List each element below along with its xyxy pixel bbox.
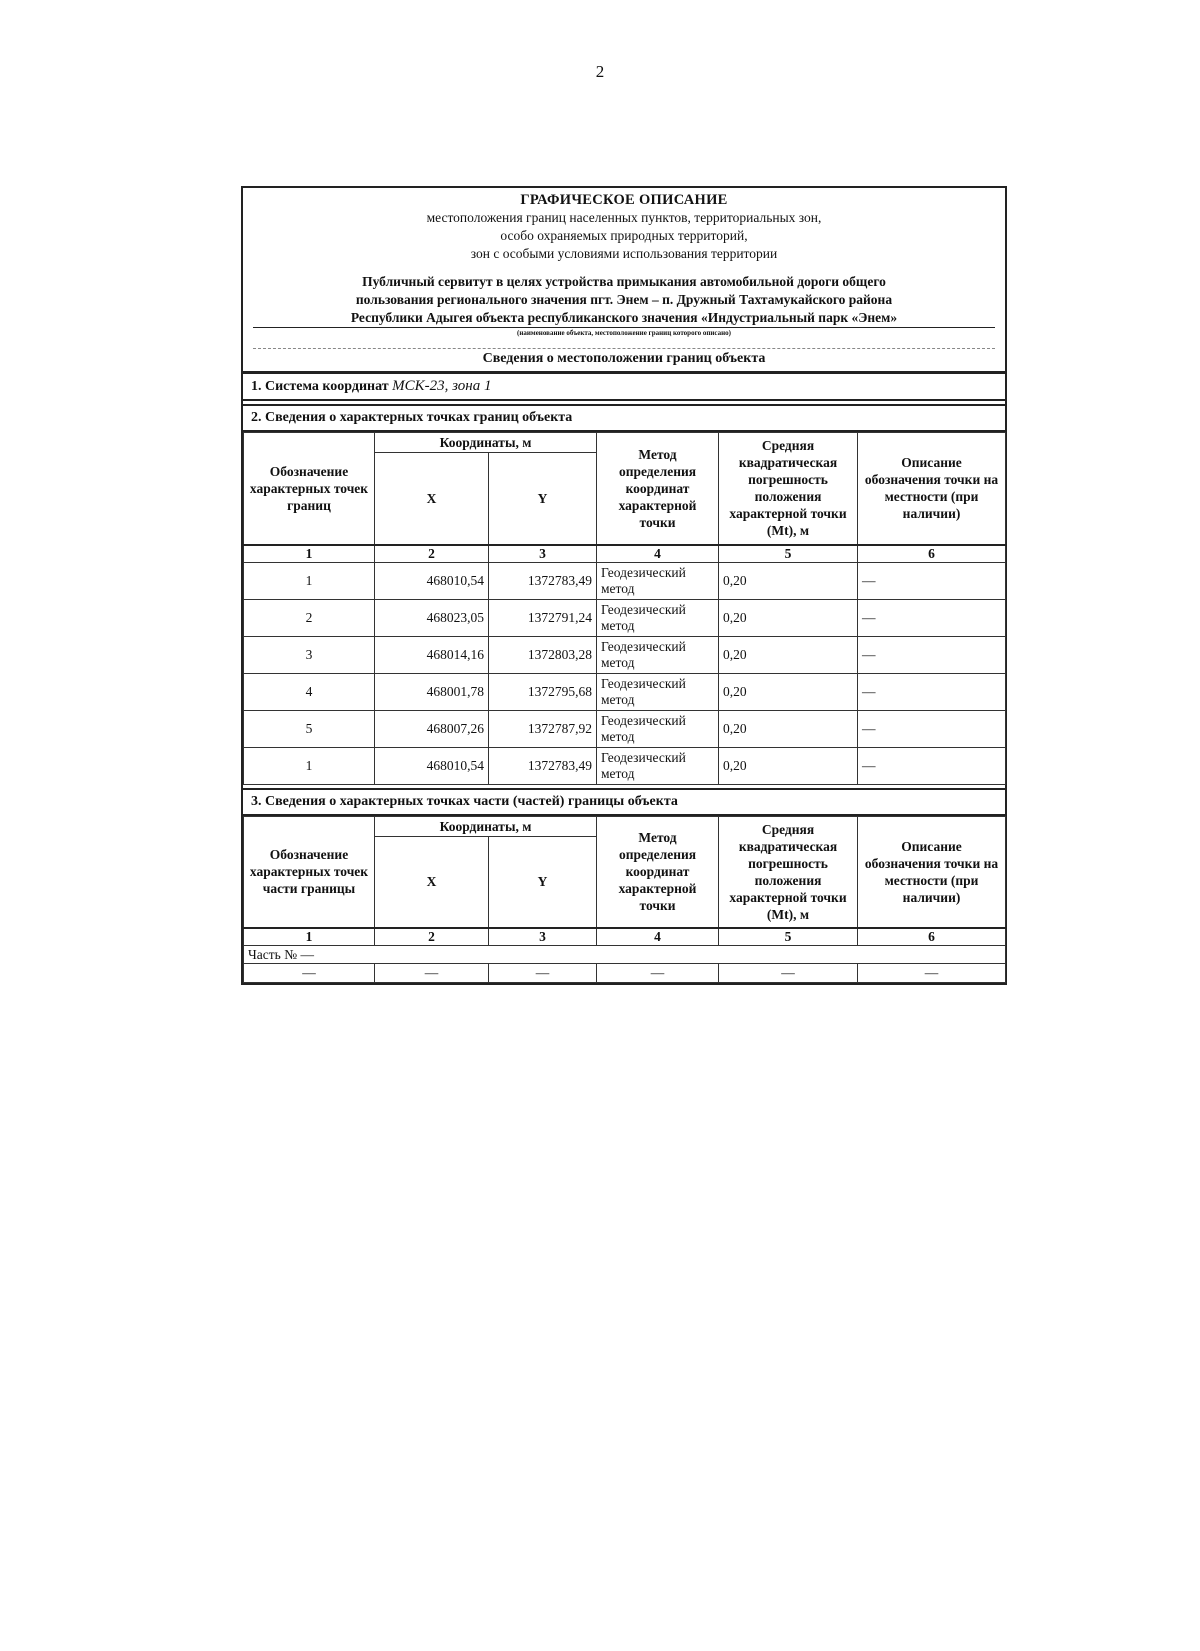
col-number: 5 <box>719 545 858 563</box>
part-points-table <box>243 816 1006 984</box>
object-name <box>253 273 995 328</box>
point-id: 1 <box>244 562 375 599</box>
coordinate-system-value: МСК-23, зона 1 <box>392 378 492 394</box>
coord-y: 1372791,24 <box>489 599 597 636</box>
section-boundary-points-title <box>243 404 1005 432</box>
col-x: X <box>375 453 489 545</box>
col-number: 3 <box>489 928 597 946</box>
method: Геодезический метод <box>597 599 719 636</box>
error: 0,20 <box>719 562 858 599</box>
table-row <box>244 562 1006 599</box>
col-description: Описание обозначения точки на местности (при наличии) <box>858 816 1006 928</box>
description: — <box>858 599 1006 636</box>
method: Геодезический метод <box>597 710 719 747</box>
col-number: 6 <box>858 928 1006 946</box>
point-id: 5 <box>244 710 375 747</box>
column-numbers-row <box>244 545 1006 563</box>
error: 0,20 <box>719 710 858 747</box>
part-label-row <box>244 946 1006 964</box>
boundary-points-table <box>243 432 1006 785</box>
col-error: Средняя квадратическая погрешность положения характерной точки (Mt), м <box>719 816 858 928</box>
table-row <box>244 636 1006 673</box>
col-number: 4 <box>597 928 719 946</box>
part-label: Часть № — <box>244 946 1006 964</box>
col-designation: Обозначение характерных точек части границы <box>244 816 375 928</box>
section-coordinate-system <box>243 372 1005 401</box>
page-number: 2 <box>595 62 605 81</box>
description: — <box>858 562 1006 599</box>
col-number: 2 <box>375 928 489 946</box>
empty-cell: — <box>375 964 489 983</box>
coord-x: 468001,78 <box>375 673 489 710</box>
coord-x: 468010,54 <box>375 747 489 784</box>
section-part-points-title <box>243 788 1005 816</box>
method: Геодезический метод <box>597 673 719 710</box>
coord-x: 468023,05 <box>375 599 489 636</box>
col-coords: Координаты, м <box>375 816 597 836</box>
col-error: Средняя квадратическая погрешность положения характерной точки (Mt), м <box>719 433 858 545</box>
col-coords: Координаты, м <box>375 433 597 453</box>
col-y: Y <box>489 836 597 928</box>
object-caption: (наименование объекта, местоположение границ которого описано) <box>517 329 731 337</box>
table-row <box>244 964 1006 983</box>
section1-label: 1. Система координат <box>251 379 389 394</box>
col-description: Описание обозначения точки на местности (при наличии) <box>858 433 1006 545</box>
empty-cell: — <box>719 964 858 983</box>
coord-y: 1372787,92 <box>489 710 597 747</box>
col-method: Метод определения координат характерной точки <box>597 816 719 928</box>
object-line-2: пользования регионального значения пгт. Энем – п. Дружный Тахтамукайского района <box>355 292 893 307</box>
description: — <box>858 636 1006 673</box>
method: Геодезический метод <box>597 747 719 784</box>
object-line-1: Публичный сервитут в целях устройства примыкания автомобильной дороги общего <box>362 274 886 289</box>
coord-y: 1372783,49 <box>489 747 597 784</box>
method: Геодезический метод <box>597 562 719 599</box>
column-numbers-row <box>244 928 1006 946</box>
empty-cell: — <box>489 964 597 983</box>
subtitle-line-1: местоположения границ населенных пунктов, территориальных зон, <box>426 210 822 225</box>
document-title: ГРАФИЧЕСКОЕ ОПИСАНИЕ <box>520 192 728 208</box>
col-method: Метод определения координат характерной точки <box>597 433 719 545</box>
col-number: 1 <box>244 545 375 563</box>
description: — <box>858 710 1006 747</box>
table-row <box>244 673 1006 710</box>
description: — <box>858 747 1006 784</box>
coord-y: 1372795,68 <box>489 673 597 710</box>
point-id: 1 <box>244 747 375 784</box>
empty-cell: — <box>244 964 375 983</box>
col-number: 5 <box>719 928 858 946</box>
col-x: X <box>375 836 489 928</box>
section2-label: 2. Сведения о характерных точках границ объекта <box>251 410 573 425</box>
col-y: Y <box>489 453 597 545</box>
col-number: 3 <box>489 545 597 563</box>
subtitle-line-3: зон с особыми условиями использования территории <box>470 246 778 261</box>
empty-cell: — <box>597 964 719 983</box>
error: 0,20 <box>719 673 858 710</box>
error: 0,20 <box>719 599 858 636</box>
section3-label: 3. Сведения о характерных точках части (частей) границы объекта <box>251 793 678 809</box>
table-row <box>244 710 1006 747</box>
coord-x: 468010,54 <box>375 562 489 599</box>
coord-x: 468007,26 <box>375 710 489 747</box>
point-id: 2 <box>244 599 375 636</box>
description: — <box>858 673 1006 710</box>
col-number: 4 <box>597 545 719 563</box>
coord-x: 468014,16 <box>375 636 489 673</box>
col-designation: Обозначение характерных точек границ <box>244 433 375 545</box>
coord-y: 1372783,49 <box>489 562 597 599</box>
graphic-description-document <box>241 186 1007 985</box>
method: Геодезический метод <box>597 636 719 673</box>
info-title: Сведения о местоположении границ объекта <box>253 348 995 367</box>
table-row <box>244 599 1006 636</box>
point-id: 4 <box>244 673 375 710</box>
error: 0,20 <box>719 747 858 784</box>
object-line-3: Республики Адыгея объекта республиканского значения «Индустриальный парк «Энем» <box>253 309 995 328</box>
subtitle-line-2: особо охраняемых природных территорий, <box>500 228 748 243</box>
document-header <box>243 188 1005 372</box>
empty-cell: — <box>858 964 1006 983</box>
point-id: 3 <box>244 636 375 673</box>
col-number: 6 <box>858 545 1006 563</box>
error: 0,20 <box>719 636 858 673</box>
col-number: 1 <box>244 928 375 946</box>
col-number: 2 <box>375 545 489 563</box>
coord-y: 1372803,28 <box>489 636 597 673</box>
table-row <box>244 747 1006 784</box>
